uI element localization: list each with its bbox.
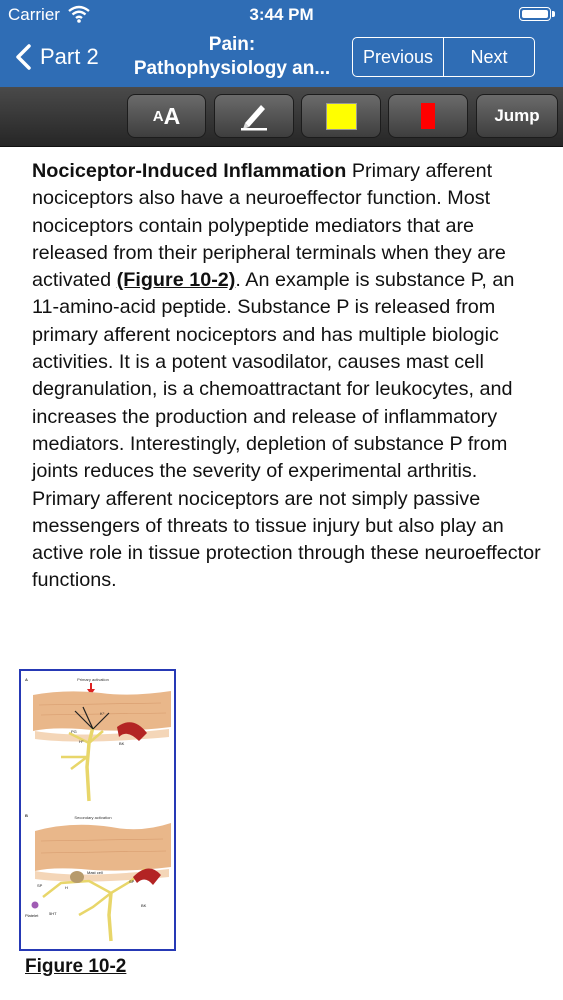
annotate-button[interactable] — [214, 94, 294, 138]
back-button-label: Part 2 — [40, 44, 99, 69]
back-button[interactable] — [14, 40, 99, 74]
figure-b-label-mast-cell: Mast cell — [87, 870, 103, 875]
next-button[interactable]: Next — [443, 38, 534, 76]
figure-b-label-sp-2: SP — [129, 879, 135, 884]
paragraph-text-2: . An example is substance P, an 11-amino-acid peptide. Substance P is released from primary afferent nociceptors and has multiple biologic activities. It is a potent vasodilator, causes mast cell degranulation, is a chemoattractant for leukocytes, and increases the production and release of inflammatory mediators. Interestingly, depletion of substance P from joints reduces the severity of experimental arthritis. Primary afferent nociceptors are not simply passive messengers of threats to tissue injury but also play an active role in tissue protection through these neuroeffector functions. — [32, 269, 541, 592]
status-bar — [0, 0, 563, 30]
navigation-bar — [0, 0, 563, 87]
previous-next-control — [352, 37, 535, 77]
figure-b-label-platelet: Platelet — [25, 913, 39, 918]
figure-a-label-pg: PG — [71, 729, 77, 734]
font-size-small-letter: A — [152, 107, 164, 125]
article-paragraph — [32, 158, 542, 595]
chevron-left-icon — [14, 43, 32, 71]
figure-thumbnail[interactable] — [19, 669, 176, 951]
figure-b-label-sp-1: SP — [37, 883, 43, 888]
font-size-big-letter: A — [163, 102, 181, 129]
panel-b-letter: B — [25, 813, 28, 818]
reader-toolbar — [0, 87, 563, 147]
paragraph-text-1: Primary afferent nociceptors also have a neuroeffector function. Most nociceptors contain polypeptide mediators that are released from their peripheral terminals when they are activated — [32, 160, 506, 292]
font-size-button[interactable] — [127, 94, 206, 138]
figure-caption-link[interactable]: Figure 10-2 — [25, 956, 127, 977]
highlight-red-button[interactable] — [388, 94, 468, 138]
panel-a-title: Primary activation — [77, 677, 109, 682]
carrier-label: Carrier — [8, 5, 60, 24]
panel-a-letter: A — [25, 677, 28, 682]
page-title — [112, 33, 352, 81]
previous-button[interactable]: Previous — [362, 46, 434, 67]
clock: 3:44 PM — [249, 5, 314, 24]
figure-a-label-h: H⁺ — [79, 739, 84, 744]
highlight-yellow-button[interactable] — [301, 94, 381, 138]
figure-link[interactable]: (Figure 10-2) — [116, 269, 236, 292]
section-heading: Nociceptor-Induced Inflammation — [32, 160, 347, 182]
jump-button[interactable]: Jump — [476, 94, 558, 138]
figure-illustration — [21, 671, 174, 949]
page-title-line-2: Pathophysiology an... — [133, 58, 331, 79]
panel-b-title: Secondary activation — [74, 815, 112, 820]
red-highlight-swatch — [421, 103, 435, 129]
figure-b-label-5ht: 5HT — [49, 911, 57, 916]
yellow-highlight-swatch — [326, 103, 357, 130]
pen-icon — [237, 101, 271, 131]
figure-a-label-bk: BK — [119, 741, 125, 746]
page-title-line-1: Pain: — [208, 34, 256, 55]
battery-icon — [519, 7, 551, 21]
figure-a-label-k: K⁺ — [100, 711, 105, 716]
figure-b-label-h: H — [65, 885, 68, 890]
figure-b-label-bk: BK — [141, 903, 147, 908]
